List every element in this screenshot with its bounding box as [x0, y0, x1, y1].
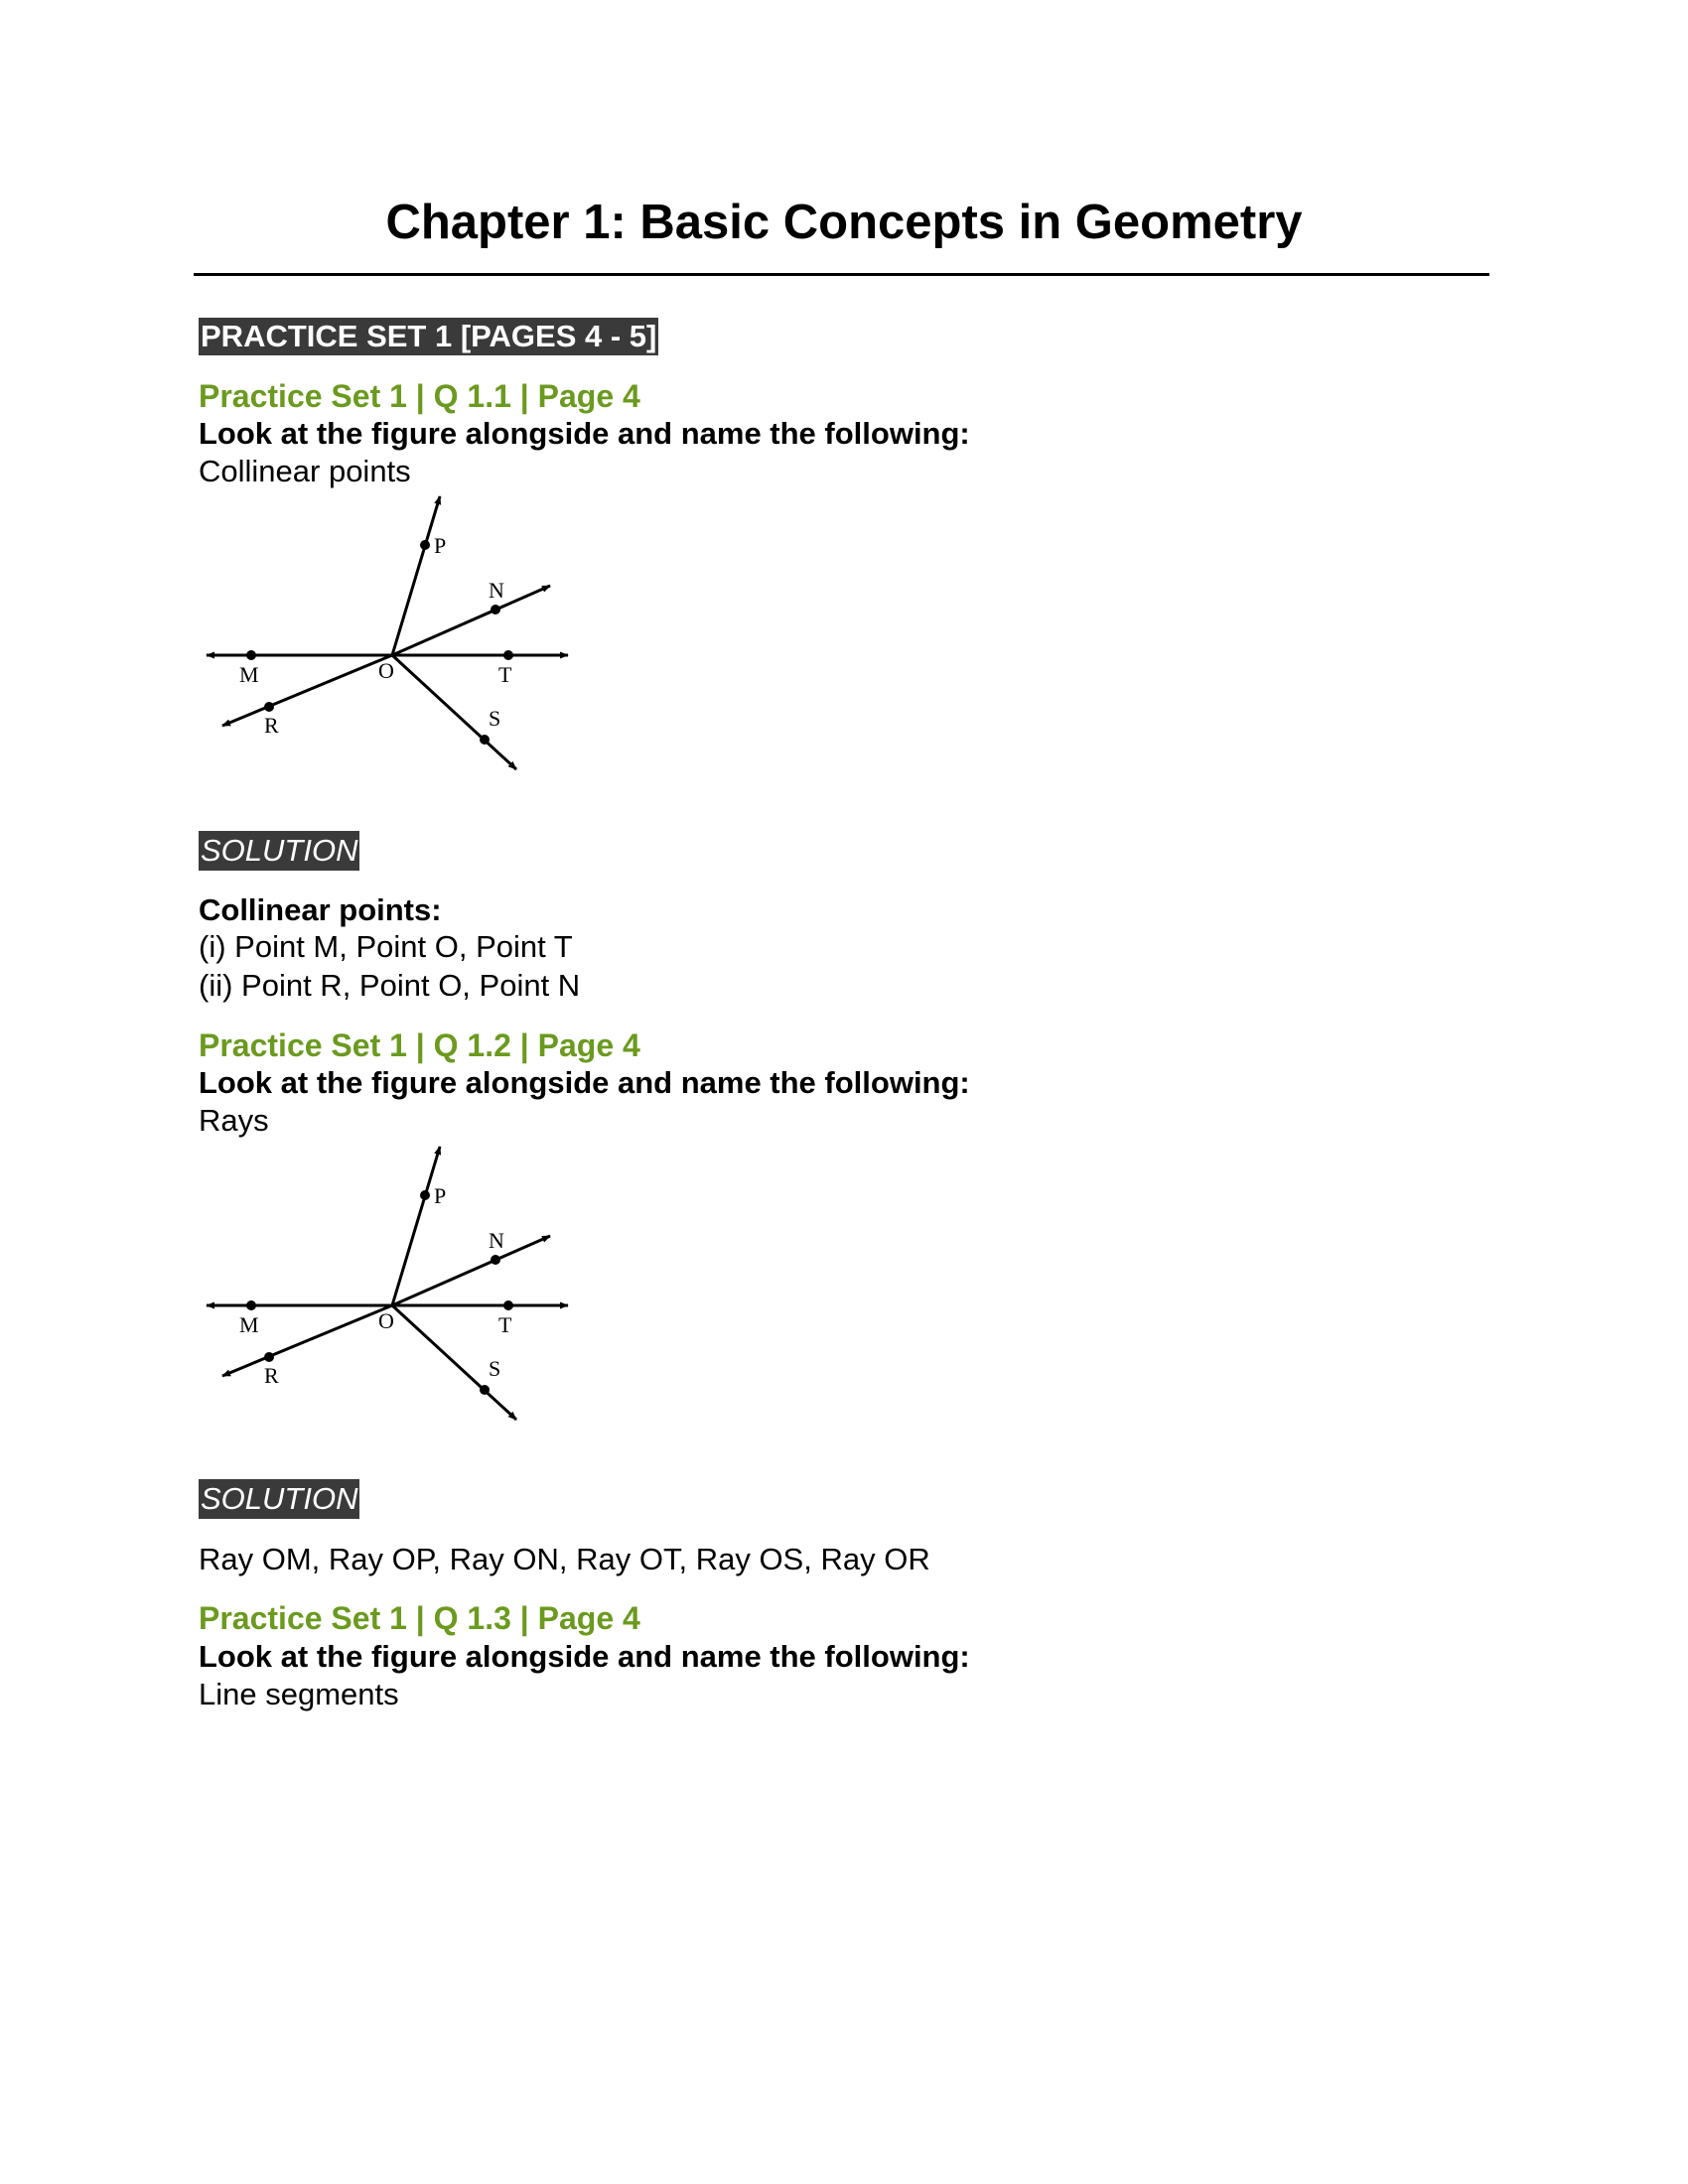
label-m: M — [239, 662, 259, 687]
label-s: S — [489, 1356, 501, 1381]
point-t — [503, 1300, 513, 1310]
question-header: Practice Set 1 | Q 1.3 | Page 4 — [199, 1600, 640, 1636]
ray-on — [392, 586, 550, 655]
point-s — [480, 1385, 490, 1395]
question-prompt: Look at the figure alongside and name the following: — [199, 1065, 970, 1100]
geometry-figure — [199, 491, 576, 779]
label-t: T — [498, 1312, 512, 1337]
section-banner: PRACTICE SET 1 [PAGES 4 - 5] — [201, 319, 657, 353]
ray-on — [392, 1236, 550, 1305]
point-p — [420, 1190, 430, 1200]
label-o: O — [378, 658, 394, 683]
label-p: P — [434, 1183, 447, 1208]
solution-line: (ii) Point R, Point O, Point N — [199, 968, 581, 1003]
point-m — [246, 1300, 256, 1310]
question-subject: Rays — [199, 1103, 269, 1138]
point-r — [264, 702, 274, 712]
solution-label: SOLUTION — [199, 831, 359, 871]
solution-line: Ray OM, Ray OP, Ray ON, Ray OT, Ray OS, Ray OR — [199, 1542, 930, 1576]
label-r: R — [264, 1363, 279, 1388]
point-r — [264, 1352, 274, 1362]
label-s: S — [489, 706, 501, 731]
ray-op — [392, 1147, 440, 1305]
label-m: M — [239, 1312, 259, 1337]
label-n: N — [489, 578, 504, 603]
point-m — [246, 650, 256, 660]
question-prompt: Look at the figure alongside and name the following: — [199, 1639, 970, 1674]
solution-line: (i) Point M, Point O, Point T — [199, 929, 573, 964]
question-header: Practice Set 1 | Q 1.1 | Page 4 — [199, 378, 640, 414]
label-n: N — [489, 1228, 504, 1253]
point-n — [491, 1255, 500, 1265]
chapter-title: Chapter 1: Basic Concepts in Geometry — [385, 196, 1303, 249]
point-n — [491, 605, 500, 614]
geometry-figure — [199, 1142, 576, 1430]
solution-label: SOLUTION — [199, 1479, 359, 1519]
label-p: P — [434, 533, 447, 558]
solution-heading: Collinear points: — [199, 892, 442, 927]
question-prompt: Look at the figure alongside and name the following: — [199, 416, 970, 451]
question-subject: Collinear points — [199, 454, 411, 488]
question-header: Practice Set 1 | Q 1.2 | Page 4 — [199, 1027, 640, 1063]
point-p — [420, 540, 430, 550]
title-divider — [194, 273, 1489, 276]
point-s — [480, 735, 490, 745]
question-subject: Line segments — [199, 1677, 399, 1711]
label-t: T — [498, 662, 512, 687]
label-o: O — [378, 1308, 394, 1333]
label-r: R — [264, 713, 279, 738]
point-t — [503, 650, 513, 660]
ray-op — [392, 496, 440, 655]
